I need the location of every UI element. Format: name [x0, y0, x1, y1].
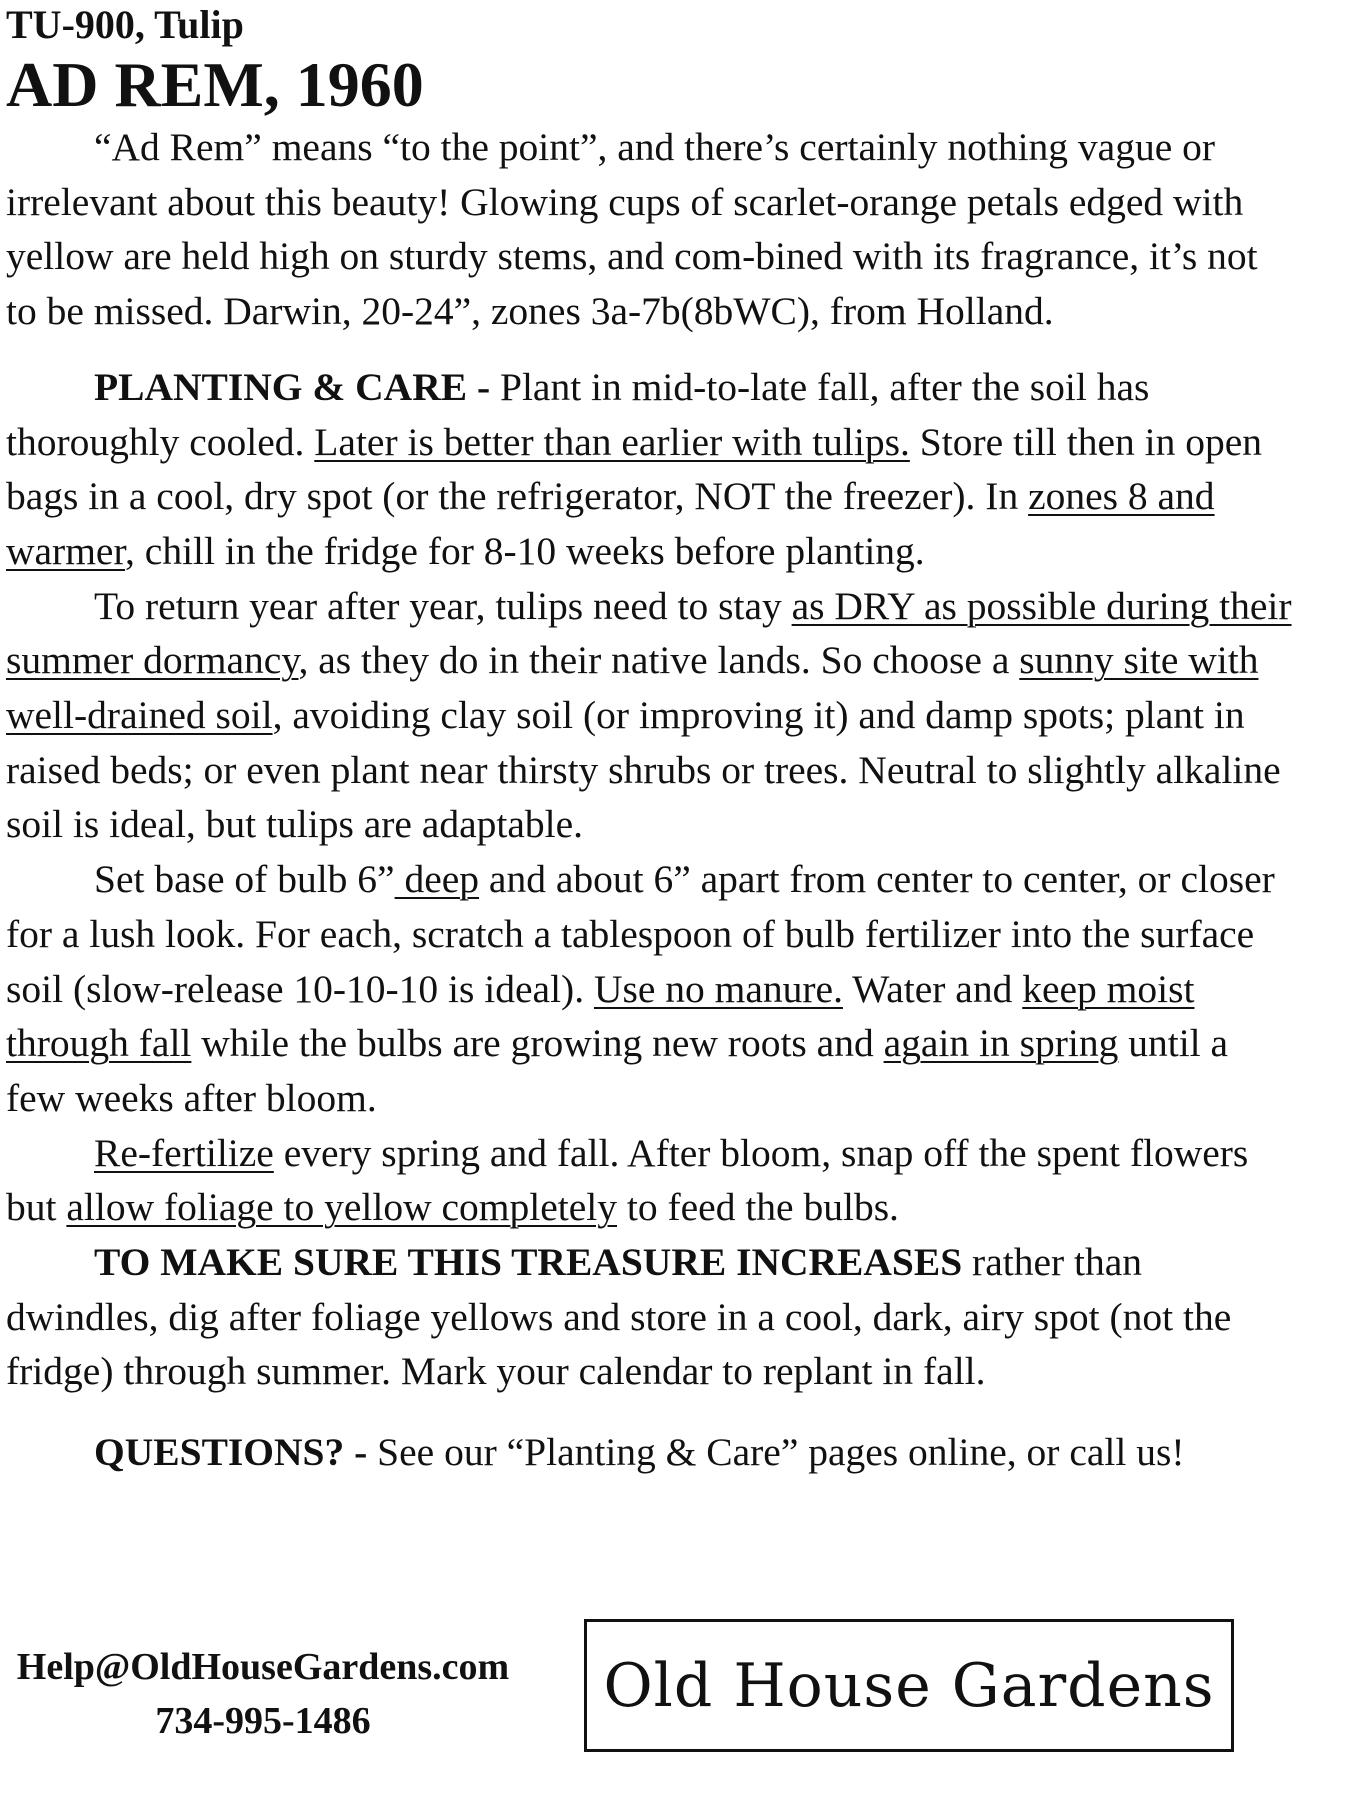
planting-paragraph-3	[6, 852, 1296, 1126]
product-title: AD REM, 1960	[6, 49, 424, 120]
planting-underline: Later is better than earlier with tulips.	[314, 419, 910, 464]
planting-paragraph-5	[6, 1235, 1296, 1399]
planting-underline: sunny site with well-drained soil	[6, 638, 1259, 738]
contact-phone[interactable]: 734-995-1486	[155, 1700, 371, 1742]
planting-underline: keep moist through fall	[6, 966, 1195, 1066]
care-sheet	[6, 0, 1296, 1480]
planting-paragraph-2	[6, 579, 1296, 853]
description-paragraph: “Ad Rem” means “to the point”, and there’s certainly nothing vague or irrelevant about this beauty! Glowing cups of scarlet-orange petals edged with yellow are held high on sturdy stems, and com-bined with its fragrance, it’s not to be missed. Darwin, 20-24”, zones 3a-7b(8bWC), from Holland.	[6, 125, 1258, 334]
increase-heading: TO MAKE SURE THIS TREASURE INCREASES	[94, 1240, 963, 1285]
planting-underline: again in spring	[883, 1021, 1119, 1066]
planting-text: , chill in the fridge for 8-10 weeks before planting.	[125, 528, 925, 573]
planting-underline: Use no manure.	[593, 966, 843, 1011]
planting-underline: allow foliage to yellow completely	[66, 1185, 618, 1230]
questions-heading: QUESTIONS? -	[94, 1430, 368, 1475]
planting-underline: deep	[394, 857, 480, 902]
planting-text: and about 6” apart from center to center, or closer for a lush look. For each, scratch a tablespoon of bulb fertilizer into the surface soil (slow-release 10-10-10 is ideal).	[6, 857, 1275, 1011]
planting-text: until a few weeks after bloom.	[6, 1021, 1229, 1120]
planting-text: Plant in mid-to-late fall, after the soil has thoroughly cooled.	[6, 364, 1150, 464]
planting-underline: Re-fertilize	[94, 1130, 274, 1175]
planting-text: , as they do in their native lands. So choose a	[298, 638, 1020, 683]
planting-text: , avoiding clay soil (or improving it) and damp spots; plant in raised beds; or even plant near thirsty shrubs or trees. Neutral to slightly alkaline soil is ideal, but tulips are adaptable.	[6, 693, 1281, 847]
brand-logo-text: Old House Gardens	[603, 1650, 1215, 1721]
contact-email[interactable]: Help@OldHouseGardens.com	[16, 1646, 510, 1688]
questions-paragraph	[6, 1425, 1296, 1480]
planting-text: rather than dwindles, dig after foliage yellows and store in a cool, dark, airy spot (not the fridge) through summer. Mark your calendar to replant in fall.	[6, 1240, 1232, 1394]
planting-text: Store till then in open bags in a cool, dry spot (or the refrigerator, NOT the freezer). In	[6, 419, 1263, 519]
planting-text: Set base of bulb 6”	[94, 857, 395, 902]
contact-block	[8, 1640, 518, 1748]
planting-text: every spring and fall. After bloom, snap off the spent flowers but	[6, 1130, 1249, 1230]
planting-underline: as DRY as possible during their summer dormancy	[6, 583, 1292, 683]
planting-text: to feed the bulbs.	[617, 1185, 899, 1230]
product-code: TU-900, Tulip	[6, 2, 244, 47]
planting-paragraph-1	[6, 360, 1296, 579]
brand-logo	[584, 1619, 1234, 1752]
planting-text: To return year after year, tulips need to stay	[94, 583, 792, 628]
questions-text: See our “Planting & Care” pages online, or call us!	[367, 1430, 1185, 1475]
planting-heading: PLANTING & CARE -	[94, 364, 491, 409]
planting-paragraph-4	[6, 1126, 1296, 1235]
planting-text: while the bulbs are growing new roots and	[191, 1021, 884, 1066]
planting-text: Water and	[842, 966, 1023, 1011]
planting-underline: zones 8 and warmer	[6, 474, 1215, 573]
